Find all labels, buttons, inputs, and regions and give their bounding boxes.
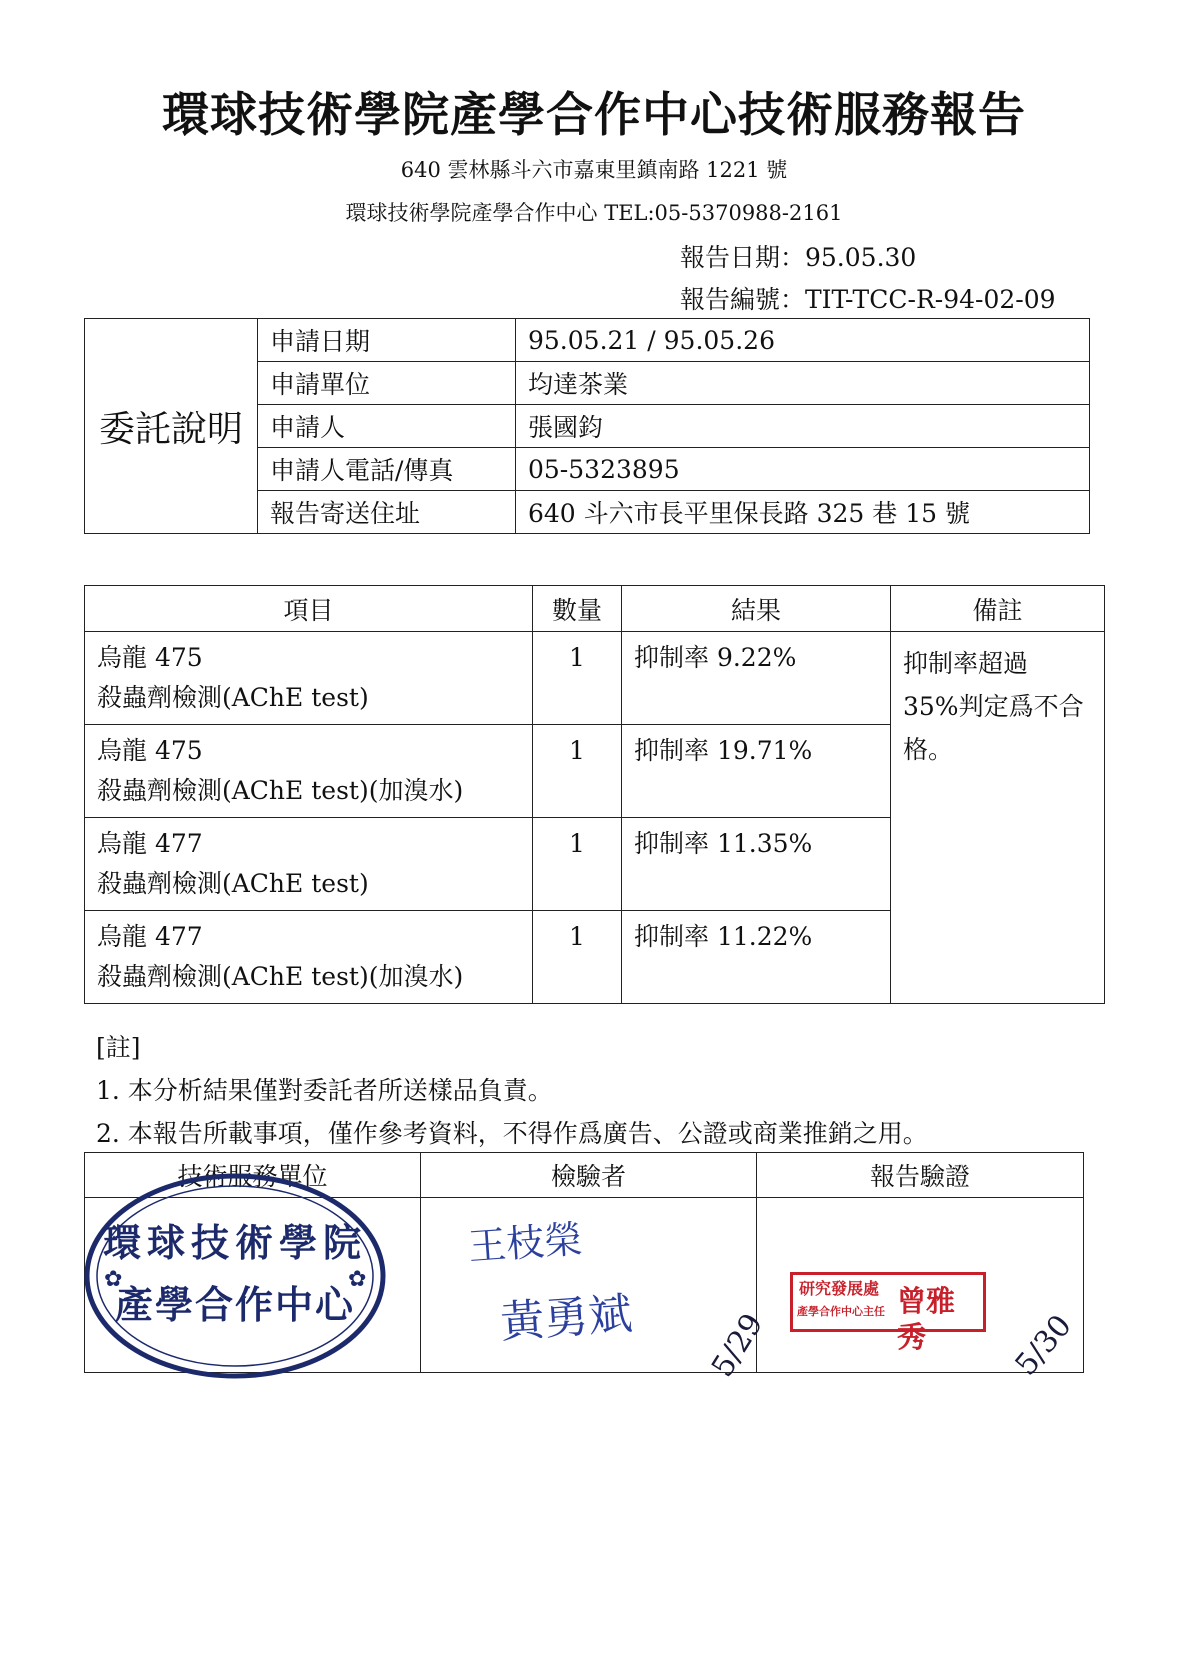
seal-top-text: 環球技術學院 [102, 1220, 368, 1265]
results-table [84, 585, 1105, 1004]
commission-section-label: 委託說明 [85, 319, 258, 534]
result-cell: 抑制率 19.71% [622, 725, 891, 818]
inspector-signature-1: 王枝榮 [466, 1217, 584, 1269]
remark-cell [891, 632, 1105, 1004]
report-title: 環球技術學院產學合作中心技術服務報告 [162, 88, 1026, 143]
item-test: 殺蟲劑檢測(AChE test)(加溴水) [97, 962, 464, 991]
inspector-date: 5/29 [704, 1307, 771, 1384]
field-label: 申請人電話/傳真 [258, 448, 516, 491]
col-header-inspector: 檢驗者 [421, 1153, 757, 1198]
item-name: 烏龍 477 [97, 829, 203, 858]
remark-line: 35%判定爲不合 [903, 692, 1084, 721]
field-value: 05-5323895 [516, 448, 1090, 491]
commission-table [84, 318, 1090, 534]
field-label: 報告寄送住址 [258, 491, 516, 534]
item-name: 烏龍 475 [97, 736, 203, 765]
item-cell [85, 911, 533, 1004]
item-test: 殺蟲劑檢測(AChE test) [97, 869, 369, 898]
notes-heading: [註] [96, 1033, 141, 1062]
field-label: 申請單位 [258, 362, 516, 405]
col-header-result: 結果 [622, 586, 891, 632]
result-cell: 抑制率 11.22% [622, 911, 891, 1004]
flower-icon: ✿ [348, 1267, 367, 1292]
qty-cell: 1 [533, 632, 622, 725]
col-header-service-unit: 技術服務單位 [85, 1153, 421, 1198]
item-name: 烏龍 475 [97, 643, 203, 672]
qty-cell: 1 [533, 911, 622, 1004]
verification-date: 5/30 [1008, 1308, 1079, 1383]
col-header-item: 項目 [85, 586, 533, 632]
inspector-signature-2: 黃勇斌 [498, 1288, 634, 1349]
remark-line: 抑制率超過 [903, 649, 1029, 678]
col-header-qty: 數量 [533, 586, 622, 632]
report-number: 報告編號：TIT-TCC-R-94-02-09 [680, 285, 1056, 314]
institution-address: 640 雲林縣斗六市嘉東里鎮南路 1221 號 [400, 158, 788, 182]
item-cell [85, 632, 533, 725]
item-test: 殺蟲劑檢測(AChE test) [97, 683, 369, 712]
field-value: 均達茶業 [516, 362, 1090, 405]
col-header-verification: 報告驗證 [757, 1153, 1084, 1198]
col-header-remark: 備註 [891, 586, 1105, 632]
stamp-line-2: 產學合作中心主任 [797, 1305, 885, 1318]
flower-icon: ✿ [104, 1267, 123, 1292]
institution-seal [80, 1168, 390, 1383]
note-item: 2. 本報告所載事項，僅作參考資料，不得作爲廣告、公證或商業推銷之用。 [96, 1119, 928, 1148]
result-cell: 抑制率 11.35% [622, 818, 891, 911]
item-cell [85, 725, 533, 818]
field-value: 張國鈞 [516, 405, 1090, 448]
seal-bottom-text: 產學合作中心 [114, 1282, 356, 1327]
qty-cell: 1 [533, 818, 622, 911]
field-label: 申請日期 [258, 319, 516, 362]
verification-stamp [790, 1272, 986, 1354]
item-cell [85, 818, 533, 911]
qty-cell: 1 [533, 725, 622, 818]
item-test: 殺蟲劑檢測(AChE test)(加溴水) [97, 776, 464, 805]
stamp-line-1: 研究發展處 [799, 1279, 880, 1298]
stamp-name: 曾雅秀 [897, 1284, 956, 1354]
field-value: 95.05.21 / 95.05.26 [516, 319, 1090, 362]
result-cell: 抑制率 9.22% [622, 632, 891, 725]
item-name: 烏龍 477 [97, 922, 203, 951]
notes-section [96, 1026, 928, 1155]
field-value: 640 斗六市長平里保長路 325 巷 15 號 [516, 491, 1090, 534]
remark-line: 格。 [903, 735, 954, 764]
institution-contact: 環球技術學院產學合作中心 TEL:05-5370988-2161 [345, 201, 843, 225]
note-item: 1. 本分析結果僅對委託者所送樣品負責。 [96, 1076, 553, 1105]
field-label: 申請人 [258, 405, 516, 448]
report-date: 報告日期：95.05.30 [680, 243, 917, 272]
table-row [85, 632, 1105, 725]
